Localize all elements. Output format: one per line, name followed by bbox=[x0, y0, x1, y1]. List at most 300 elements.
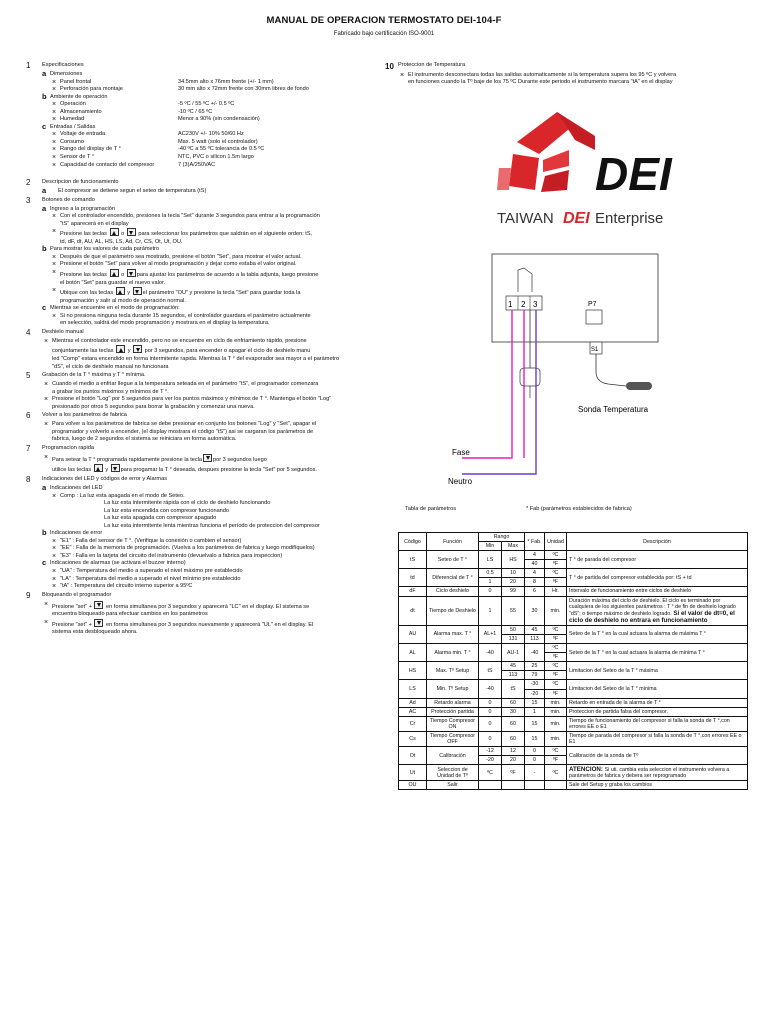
spec-key: × Perforación para montaje bbox=[60, 86, 123, 93]
bullet bbox=[50, 228, 378, 246]
col-funcion: Función bbox=[427, 533, 479, 551]
section-number: 7 bbox=[26, 443, 31, 453]
text-line: en forma simultanea por 3 segundos y aparecerá "LC" en el display. El sistema se bbox=[106, 603, 310, 610]
cell-desc bbox=[567, 680, 748, 698]
sub-letter: c bbox=[42, 303, 47, 313]
logo-tagline-2: Enterprise bbox=[595, 210, 664, 227]
desc-text: Duración máxima del ciclo de deshielo. El ciclo es terminado por cualquiera de los siguientes parámetros : T ° de fin de deshielo logrado "dS"; o tiempo máximo de deshielo logrado. bbox=[569, 597, 736, 617]
cell-unit: min. bbox=[545, 731, 567, 746]
cell-fab bbox=[525, 781, 545, 790]
sub-a-ingreso bbox=[42, 203, 378, 247]
cell-desc bbox=[567, 625, 748, 643]
cell-func: Min. Tº Setup bbox=[427, 680, 479, 698]
spec-key: × Sensor de T ° bbox=[60, 154, 95, 161]
sub-title: Para mostrar los valores de cada parámetro bbox=[50, 246, 160, 253]
cell-min: -12 bbox=[479, 747, 502, 756]
spec-key: × Operación bbox=[60, 101, 86, 108]
sonda-label: Sonda Temperatura bbox=[578, 405, 649, 414]
cell-func: Alarma min. T ° bbox=[427, 644, 479, 662]
cell-fab: 0 bbox=[525, 747, 545, 756]
cell-unit: ºF bbox=[545, 689, 567, 698]
bullet bbox=[42, 619, 378, 637]
cell-min: 0 bbox=[479, 698, 502, 707]
text-line: × Cuando el medio a enfriar llegue a la temperatura seteada en el parámetro "tS", el programador comenzara bbox=[52, 381, 319, 388]
sub-a-led bbox=[42, 482, 378, 530]
desc-text: Retardo en entrada de la alarma de T ° bbox=[569, 699, 661, 706]
down-key-icon bbox=[133, 345, 142, 353]
cell-desc bbox=[567, 707, 748, 716]
spec-value: -40 ºC a 55 ºC tolerancia de 0.5 ºC bbox=[178, 146, 265, 153]
bullet: × "E3" : Falla en la tarjeta del circuito del instrumento (devuelvalo a fabrica para inspeccion) bbox=[50, 553, 378, 561]
table-body bbox=[399, 551, 748, 790]
cell-code: LS bbox=[399, 680, 427, 698]
cell-desc bbox=[567, 644, 748, 662]
cell-max: 60 bbox=[502, 716, 525, 731]
table-row bbox=[399, 680, 748, 689]
text-line: led "Comp" estara encendido en forma intermitente rapida. Mientras la T ° del evaporador sea mayor a el parámetro bbox=[52, 355, 340, 362]
bullet bbox=[398, 72, 745, 87]
section-4 bbox=[26, 329, 378, 371]
section-title: Programacion rapida bbox=[42, 444, 94, 451]
cell-unit: min. bbox=[545, 707, 567, 716]
bullet bbox=[50, 269, 378, 287]
cell-min: 0 bbox=[479, 587, 502, 596]
cell-max: 60 bbox=[502, 731, 525, 746]
spec-row bbox=[50, 131, 378, 139]
cell-max: 55 bbox=[502, 596, 525, 625]
dei-logo bbox=[495, 110, 675, 230]
cell-desc bbox=[567, 765, 748, 781]
sub-a bbox=[42, 188, 378, 196]
cell-fab: 40 bbox=[525, 560, 545, 569]
section-title: Bloqueando el programador bbox=[42, 591, 112, 598]
cell-unit: Hr. bbox=[545, 587, 567, 596]
cell-fab: 45 bbox=[525, 625, 545, 634]
cell-desc bbox=[567, 587, 748, 596]
cell-min: 0 bbox=[479, 707, 502, 716]
cell-max: HS bbox=[502, 551, 525, 569]
cell-unit: ºC bbox=[545, 625, 567, 634]
cell-unit: min. bbox=[545, 596, 567, 625]
text-line: × Mientras el controlador este encendido, pero no se encuentre en ciclo de enfriamiento rápido, presione bbox=[52, 337, 307, 344]
sub-title: Entradas / Salidas bbox=[50, 123, 96, 130]
text-line: por 3 segundos, para encender o apagar el ciclo de deshielo manu bbox=[144, 348, 311, 355]
fase-wire bbox=[462, 310, 512, 458]
section-number: 3 bbox=[26, 195, 31, 205]
table-row bbox=[399, 698, 748, 707]
up-key-icon bbox=[116, 345, 125, 353]
terminal-2: 2 bbox=[521, 300, 526, 309]
text-line: sistema esta desbloqueado ahora. bbox=[52, 629, 138, 636]
desc-text: Sale del Setup y graba los cambios bbox=[569, 782, 653, 789]
desc-text: Intervalo de funcionamiento entre ciclos de deshielo bbox=[569, 588, 691, 595]
parameters-table bbox=[398, 532, 748, 790]
sub-b-ambiente bbox=[42, 91, 378, 124]
cell-max: ºF bbox=[502, 765, 525, 781]
page-title: MANUAL DE OPERACION TERMOSTATO DEI-104-F bbox=[266, 15, 502, 26]
cell-desc bbox=[567, 596, 748, 625]
text-line: utilice las teclas bbox=[52, 467, 92, 474]
spec-row bbox=[50, 109, 378, 117]
table-row bbox=[399, 707, 748, 716]
section-number: 2 bbox=[26, 178, 31, 188]
text-line: para ajustar los parámetros de acuerdo a la tabla adjunta, luego presione bbox=[136, 272, 319, 279]
section-number: 8 bbox=[26, 474, 31, 484]
cell-min: 0 bbox=[479, 731, 502, 746]
table-row bbox=[399, 625, 748, 634]
cell-fab: 15 bbox=[525, 731, 545, 746]
text-line: en forma simultanea por 3 segundos nuevamente y aparecerá "UL" en el display. El bbox=[106, 621, 314, 628]
cell-unit: ºC bbox=[545, 747, 567, 756]
cell-unit: ºC bbox=[545, 569, 567, 578]
sub-letter: b bbox=[42, 528, 47, 538]
cell-unit: ºC bbox=[545, 644, 567, 653]
bullet bbox=[50, 287, 378, 305]
cell-max: tS bbox=[502, 680, 525, 698]
desc-text: Seteo de la T ° en la cual actuara la alarma de mínima T ° bbox=[569, 649, 705, 656]
cell-code: AU bbox=[399, 625, 427, 643]
cell-code: dt bbox=[399, 596, 427, 625]
down-key-icon bbox=[94, 619, 103, 627]
cell-code: HS bbox=[399, 662, 427, 680]
cell-func: Seteo de T ° bbox=[427, 551, 479, 569]
logo-tagline-brand: DEI bbox=[563, 210, 590, 227]
up-key-icon bbox=[110, 269, 119, 277]
desc-text: Si uti. cambia esta seleccion el instrumento volvera a parámetros de fabrica y debera ser reprogramado bbox=[569, 767, 730, 780]
cell-func: Protección partida bbox=[427, 707, 479, 716]
spec-row bbox=[50, 154, 378, 162]
cell-unit: ºF bbox=[545, 635, 567, 644]
down-key-icon bbox=[111, 464, 120, 472]
text-line: "tS" aparecerá en el display bbox=[60, 220, 129, 227]
section-1 bbox=[26, 62, 378, 169]
section-10 bbox=[385, 62, 745, 87]
cell-desc bbox=[567, 731, 748, 746]
fase-label: Fase bbox=[452, 448, 470, 457]
spec-key: × Capacidad de contacto del compresor bbox=[60, 161, 155, 168]
sub-title: Mientras se encuentre en el modo de programación: bbox=[50, 305, 180, 312]
cell-fab: 0 bbox=[525, 756, 545, 765]
spec-value: 30 mm alto x 72mm frente con 30mm libres de fondo bbox=[178, 86, 309, 93]
spec-value: AC230V +/- 10% 50/60 Hz bbox=[178, 131, 244, 138]
cell-fab: 15 bbox=[525, 716, 545, 731]
cell-max bbox=[502, 781, 525, 790]
table-row bbox=[399, 765, 748, 781]
cell-func: Retardo alarma bbox=[427, 698, 479, 707]
spec-value: -5 ºC / 55 ºC +/- 0.5 ºC bbox=[178, 101, 235, 108]
section-3 bbox=[26, 197, 378, 328]
cell-unit: ºC bbox=[545, 551, 567, 560]
cell-max: 20 bbox=[502, 756, 525, 765]
cell-min: ºC bbox=[479, 765, 502, 781]
table-row bbox=[399, 731, 748, 746]
s1-label: S1 bbox=[591, 347, 599, 353]
cell-max: 60 bbox=[502, 698, 525, 707]
bullet bbox=[50, 213, 378, 228]
table-row bbox=[399, 596, 748, 625]
section-title: Especificaciones bbox=[42, 62, 84, 68]
paragraph: El compresor se detiene segun el seteo de temperatura (tS) bbox=[58, 188, 207, 195]
col-unidad: Unidad bbox=[545, 533, 567, 551]
cell-fab: 30 bbox=[525, 596, 545, 625]
cell-min: -40 bbox=[479, 644, 502, 662]
spec-value: 34.5mm alto x 76mm frente (+/- 1 mm) bbox=[178, 78, 274, 85]
cell-max: 113 bbox=[502, 671, 525, 680]
text-line: y bbox=[127, 290, 131, 297]
bullet: × "tA" : Temperatura del circuito interno superior a 95ºC bbox=[50, 583, 378, 591]
cell-func: Tiempo Compresor ON bbox=[427, 716, 479, 731]
cell-min bbox=[479, 781, 502, 790]
desc-text: T ° de parada del compresor bbox=[569, 556, 637, 563]
text-line: conjuntamente las teclas bbox=[52, 348, 114, 355]
bullet bbox=[50, 313, 378, 328]
up-key-icon bbox=[110, 228, 119, 236]
text-line: Para setear la T ° programada rapidamente presione la tecla bbox=[52, 456, 203, 463]
cell-code: td bbox=[399, 569, 427, 587]
cell-unit: ºC bbox=[545, 662, 567, 671]
sub-letter: c bbox=[42, 558, 47, 568]
section-number: 1 bbox=[26, 61, 31, 70]
text-line: programación y salir al modo de operación normal. bbox=[60, 297, 186, 304]
section-number: 10 bbox=[385, 62, 394, 71]
text-line: programador y volverlo a encender, (el display mostrara el código "tS") asi se cargaran los parámetros de bbox=[52, 428, 314, 435]
cell-max: 131 bbox=[502, 635, 525, 644]
cell-min: 0.5 bbox=[479, 569, 502, 578]
cell-func: Tiempo de Deshielo bbox=[427, 596, 479, 625]
cell-unit: ºC bbox=[545, 765, 567, 781]
text-line: Presione "set" + bbox=[52, 603, 92, 610]
sub-title: Ingreso a la programación bbox=[50, 205, 115, 212]
cell-fab: 4 bbox=[525, 551, 545, 560]
fab-note: * Fab (parámetros establecidos de fabrica) bbox=[526, 506, 632, 512]
cell-max: 30 bbox=[502, 707, 525, 716]
wiring-diagram bbox=[440, 248, 660, 488]
text-line: el parámetro "OU" y presione la tecla "Set" para guardar toda la bbox=[142, 290, 301, 297]
text-line: La luz esta intermitente rápida con el ciclo de deshielo funcionando bbox=[104, 500, 271, 507]
text-line: presionado por otros 5 segundos para borrar la grabación y comenzar una nueva. bbox=[52, 403, 255, 410]
spec-key: × Humedad bbox=[60, 116, 85, 123]
spec-row bbox=[50, 79, 378, 87]
bullet: × "UA" : Temperatura del medio a superado el nivel máximo pre establecido bbox=[50, 568, 378, 576]
desc-text: Tiempo de parada del compresor si falla la sonda de T °,con errores EE o E1 bbox=[569, 732, 742, 745]
logo-brand: DEI bbox=[595, 148, 672, 200]
p7-connector bbox=[586, 310, 602, 324]
cell-code: Cs bbox=[399, 731, 427, 746]
text-line: en funciones cuando la Tº baje de los 75 ºC Durante este periodo el instrumento marcara "tA" en el display bbox=[408, 79, 673, 86]
desc-text: Seteo de la T ° en la cual actuara la alarma de máxima T ° bbox=[569, 631, 706, 638]
cell-max: 20 bbox=[502, 578, 525, 587]
down-key-icon bbox=[94, 601, 103, 609]
cell-fab: 113 bbox=[525, 635, 545, 644]
page-subtitle: Fabricado bajo certificación ISO-9001 bbox=[333, 31, 435, 37]
table-row bbox=[399, 747, 748, 756]
spec-value: 7 (3)A/250VAC bbox=[178, 161, 216, 168]
cell-desc bbox=[567, 781, 748, 790]
col-rango: Rango bbox=[479, 533, 525, 542]
spec-row bbox=[50, 162, 378, 170]
bullet bbox=[42, 396, 378, 411]
cell-fab: 15 bbox=[525, 698, 545, 707]
text-line: encuentra bloqueado para efectuar cambios en los parámetros bbox=[52, 611, 208, 618]
cell-min: 0 bbox=[479, 716, 502, 731]
cell-min: LS bbox=[479, 551, 502, 569]
text-line: td, dF, dt, AU, AL, HS, LS, Ad, Cr, CS, Ot, Ut, OU. bbox=[60, 238, 183, 245]
cell-fab: - bbox=[525, 765, 545, 781]
text-line: Presione las teclas bbox=[60, 231, 107, 238]
sub-letter: c bbox=[42, 121, 47, 131]
section-6 bbox=[26, 412, 378, 444]
spec-value: NTC, PVC o silicon 1.5m largo bbox=[178, 154, 254, 161]
cell-func: Diferencial de T ° bbox=[427, 569, 479, 587]
cell-func: Tiempo Compresor OFF bbox=[427, 731, 479, 746]
cell-code: Ot bbox=[399, 747, 427, 765]
down-key-icon bbox=[203, 454, 212, 462]
section-number: 9 bbox=[26, 590, 31, 600]
cell-desc bbox=[567, 747, 748, 765]
down-key-icon bbox=[127, 269, 136, 277]
text-line: La luz esta encendida con compresor funcionando bbox=[104, 507, 230, 514]
cell-min: 1 bbox=[479, 578, 502, 587]
spec-row bbox=[50, 101, 378, 109]
sub-title: Dimensiones bbox=[50, 71, 83, 77]
desc-text: Proteccion de partida falsa del compresor. bbox=[569, 708, 668, 715]
desc-text: Calibración de la sonda de Tº bbox=[569, 752, 639, 759]
neutro-label: Neutro bbox=[448, 477, 473, 486]
bullet bbox=[42, 421, 378, 444]
compressor-icon bbox=[520, 368, 540, 386]
col-fab: * Fab. bbox=[525, 533, 545, 551]
sub-letter: a bbox=[42, 186, 47, 196]
cell-func: Seleccion de Unidad de Tº bbox=[427, 765, 479, 781]
cell-unit: ºF bbox=[545, 560, 567, 569]
cell-min: -40 bbox=[479, 680, 502, 698]
cell-fab: -30 bbox=[525, 680, 545, 689]
sub-c-entradas bbox=[42, 121, 378, 169]
table-row bbox=[399, 781, 748, 790]
table-row bbox=[399, 569, 748, 578]
spec-key: × Voltaje de entrada bbox=[60, 131, 106, 138]
cell-desc bbox=[567, 698, 748, 707]
cell-unit: min. bbox=[545, 716, 567, 731]
desc-text: Limitacion del Seteo de la T ° mínima bbox=[569, 685, 657, 692]
text-line: Presione las teclas bbox=[60, 272, 107, 279]
section-number: 4 bbox=[26, 327, 31, 337]
cell-min: AL+1 bbox=[479, 625, 502, 643]
cell-max: 50 bbox=[502, 625, 525, 634]
spec-value: Max. 5 watt (solo el controlador) bbox=[178, 138, 258, 145]
text-line: para progamar la T ° deseada, despues presione la tecla "Set" por 5 segundos. bbox=[120, 467, 317, 474]
spec-value: -10 ºC / 65 ºC bbox=[178, 108, 213, 115]
cell-func: Calibración bbox=[427, 747, 479, 765]
down-key-icon bbox=[127, 228, 136, 236]
cell-func: Ciclo deshielo bbox=[427, 587, 479, 596]
cell-code: dF bbox=[399, 587, 427, 596]
spec-row bbox=[50, 146, 378, 154]
cell-code: AC bbox=[399, 707, 427, 716]
text-line: Presione "set" + bbox=[52, 621, 92, 628]
spec-row bbox=[50, 116, 378, 124]
section-5 bbox=[26, 372, 378, 411]
sub-a-dimensiones bbox=[42, 71, 378, 94]
desc-text: T ° de partida del compresor establecida por: tS + td bbox=[569, 574, 692, 581]
bullet bbox=[42, 381, 378, 396]
text-line: Ubique con las teclas bbox=[60, 290, 114, 297]
cell-min: tS bbox=[479, 662, 502, 680]
section-number: 6 bbox=[26, 411, 31, 421]
section-title: Grabación de la T ° máxima y T ° mínima. bbox=[42, 372, 146, 379]
bullet: × "EE" : Falla de la memoria de programación. (Vuelva a los parámetros de fabrica y luego modifíquelos) bbox=[50, 545, 378, 553]
bullet: × Después de que el parámetro sea mostrado, presione el botón "Set", para mostrar el valor actual. bbox=[50, 254, 378, 262]
cell-unit: ºF bbox=[545, 653, 567, 662]
cell-fab: 1 bbox=[525, 707, 545, 716]
table-row bbox=[399, 644, 748, 653]
sub-title: Indicaciones de alarmas (se activara el buzzer interno) bbox=[50, 560, 186, 567]
text-line: en selección, saldrá del modo programación y mostrara en el display la temperatura. bbox=[60, 320, 270, 327]
cell-func: Salir bbox=[427, 781, 479, 790]
cell-func: Max. Tº Setup bbox=[427, 662, 479, 680]
p7-label: P7 bbox=[588, 301, 597, 308]
text-line: y bbox=[127, 348, 131, 355]
cell-func: Alarma max. T ° bbox=[427, 625, 479, 643]
terminal-3: 3 bbox=[533, 300, 538, 309]
table-header-row bbox=[399, 533, 748, 542]
cell-fab: 4 bbox=[525, 569, 545, 578]
desc-strong: Si el valor de dt=0, el ciclo de deshielo no entrara en funcionamiento bbox=[569, 609, 735, 624]
cell-fab: -20 bbox=[525, 689, 545, 698]
cell-unit: ºF bbox=[545, 756, 567, 765]
cell-desc bbox=[567, 551, 748, 569]
table-row bbox=[399, 587, 748, 596]
text-line: × Para volver a los parámetros de fabrica se debe presionar en conjunto los botones "Log" y "Set", apagar el bbox=[52, 421, 317, 428]
text-line: × El instrumento desconectara todas las salidas automaticamente si la temperatura supera los 95 ºC y volvera bbox=[408, 71, 677, 78]
cell-desc bbox=[567, 662, 748, 680]
cell-code: Ut bbox=[399, 765, 427, 781]
section-7 bbox=[26, 445, 378, 475]
cell-max: 45 bbox=[502, 662, 525, 671]
table-row bbox=[399, 551, 748, 560]
section-title: Deshielo manual bbox=[42, 328, 84, 335]
col-min: Min bbox=[479, 542, 502, 551]
section-2 bbox=[26, 179, 378, 196]
cell-fab: 8 bbox=[525, 578, 545, 587]
text-line: a grabar los puntos máximos y mínimos de T °. bbox=[52, 388, 169, 395]
up-key-icon bbox=[116, 287, 125, 295]
up-key-icon bbox=[94, 464, 103, 472]
section-title: Indicaciones del LED y códigos de error y Alarmas bbox=[42, 475, 167, 482]
text-line: para seleccionar los parámetros que saldrán en el siguiente orden: tS, bbox=[138, 231, 313, 238]
text-line: o bbox=[121, 272, 125, 279]
desc-text: Limitacion del Seteo de la T ° máxima bbox=[569, 667, 658, 674]
cell-desc bbox=[567, 569, 748, 587]
sub-c-modo-prog bbox=[42, 305, 378, 328]
spec-key: × Consumo bbox=[60, 138, 84, 145]
cell-fab: 79 bbox=[525, 671, 545, 680]
text-line: fabrica, luego de 2 segundos el sistema se reiniciara en forma automática. bbox=[52, 436, 237, 443]
cell-unit: ºC bbox=[545, 680, 567, 689]
cell-unit: ºF bbox=[545, 578, 567, 587]
cell-min: 1 bbox=[479, 596, 502, 625]
sensor-cable bbox=[596, 354, 626, 386]
cell-max: AU-1 bbox=[502, 644, 525, 662]
bullet: × "LA" : Temperatura del medio a superado el nivel mínimo pre establecido bbox=[50, 576, 378, 584]
terminal-1: 1 bbox=[508, 300, 513, 309]
cell-fab: 6 bbox=[525, 587, 545, 596]
relay-contact-icon bbox=[518, 268, 532, 292]
table-row bbox=[399, 716, 748, 731]
table-row bbox=[399, 662, 748, 671]
cell-max: 12 bbox=[502, 747, 525, 756]
bullet bbox=[42, 338, 378, 371]
